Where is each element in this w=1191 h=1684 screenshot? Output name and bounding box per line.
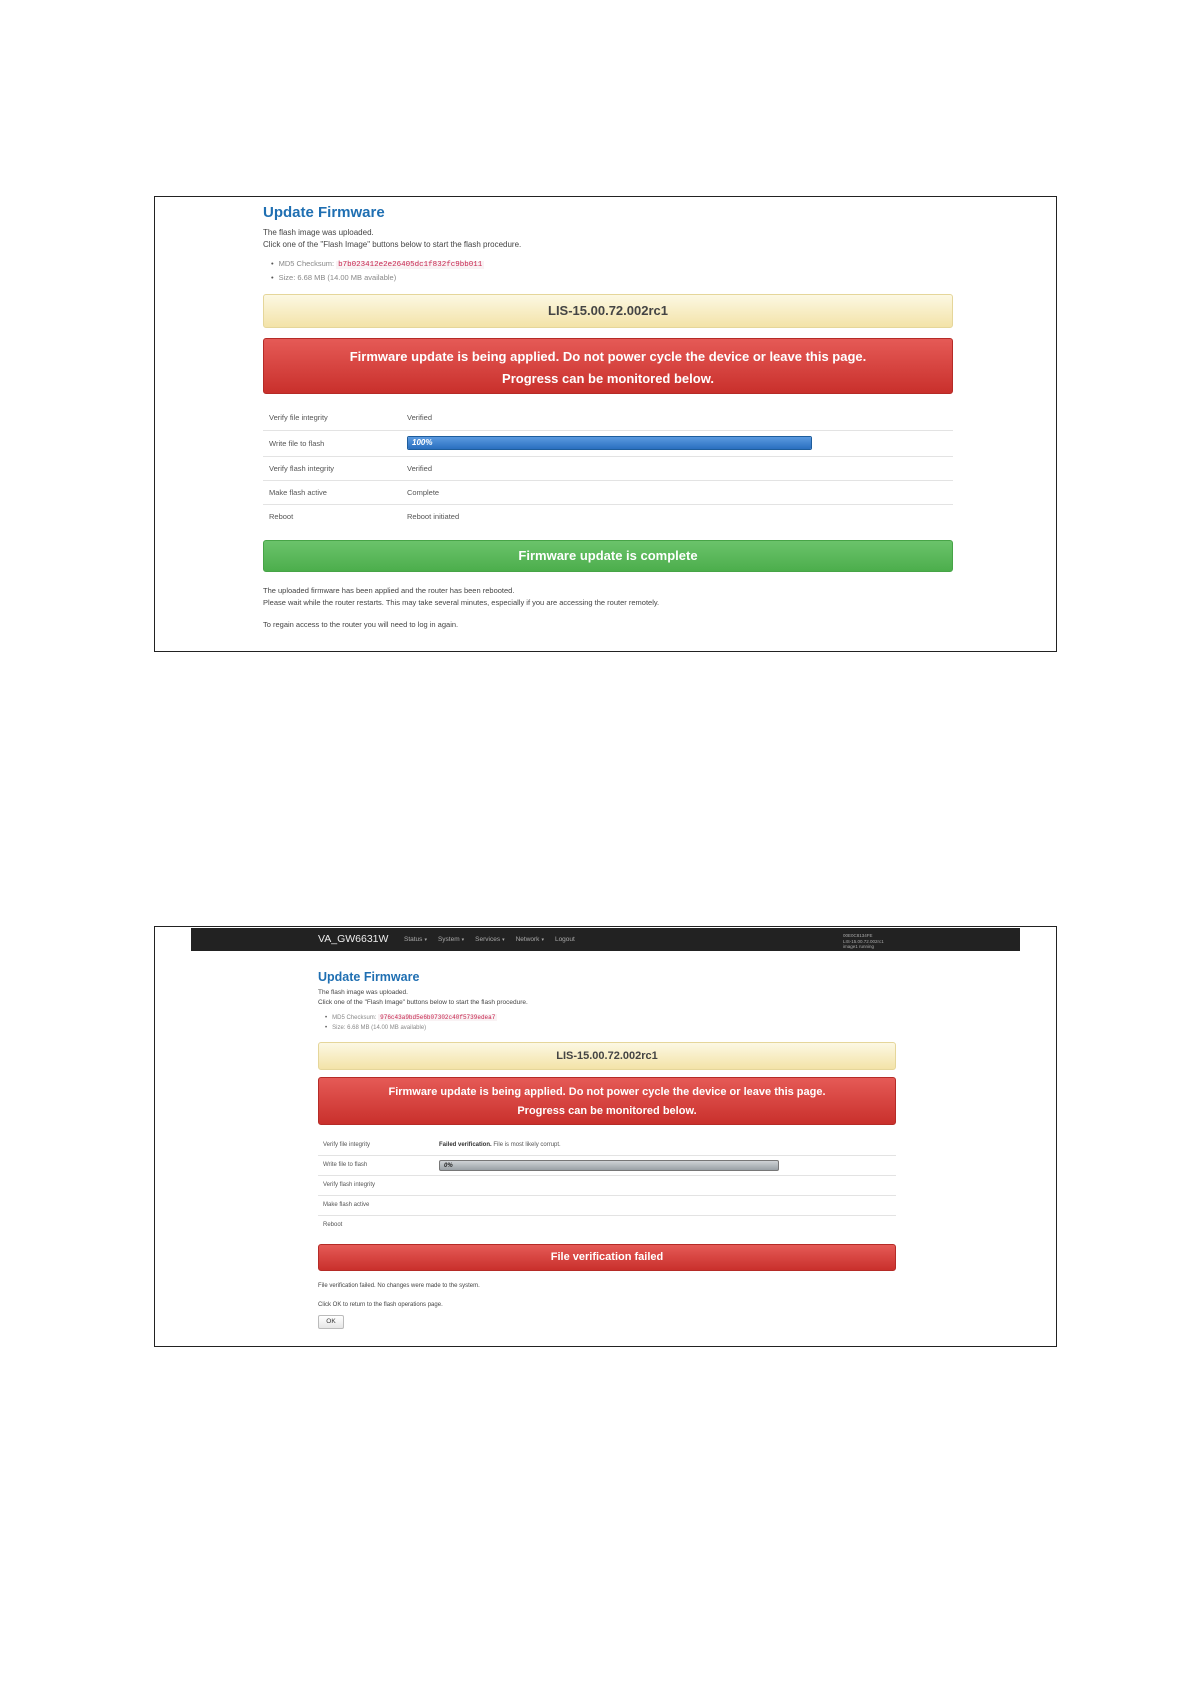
size-item: • Size: 6.68 MB (14.00 MB available) [271, 272, 953, 284]
intro-line: Click one of the "Flash Image" buttons below to start the flash procedure. [318, 999, 528, 1006]
device-serial: 00E0C8134FE [843, 933, 873, 938]
step-status: Verified [401, 456, 953, 480]
brand-link[interactable]: VA_GW6631W [318, 933, 389, 945]
screenshot-firmware-update-failed [154, 926, 1057, 1347]
step-label: Verify file integrity [269, 413, 328, 423]
step-label: Verify flash integrity [263, 456, 401, 480]
result-line: Click OK to return to the flash operations page. [318, 1302, 443, 1308]
table-row [263, 430, 953, 456]
step-label: Verify file integrity [323, 1141, 371, 1148]
ok-button[interactable]: OK [318, 1315, 344, 1329]
result-line: Please wait while the router restarts. This may take several minutes, especially if you are accessing the router remotely. [263, 597, 660, 607]
warning-line: Progress can be monitored below. [517, 1105, 697, 1117]
step-label: Make flash active [318, 1195, 434, 1215]
progress-fill [408, 437, 811, 449]
intro-line: The flash image was uploaded. [318, 989, 408, 996]
image-info-list [325, 1013, 896, 1033]
table-row [263, 480, 953, 504]
nav-status[interactable] [404, 928, 427, 951]
caret-down-icon: ▾ [502, 937, 505, 943]
update-firmware-panel [318, 963, 896, 1329]
update-firmware-panel [263, 197, 953, 631]
md5-label: MD5 Checksum: [332, 1015, 377, 1021]
step-label: Write file to flash [318, 1155, 434, 1175]
table-row [263, 456, 953, 480]
nav-system[interactable] [438, 928, 464, 951]
step-status [434, 1155, 896, 1175]
intro-line: Click one of the "Flash Image" buttons below to start the flash procedure. [263, 240, 522, 249]
version-banner: LIS-15.00.72.002rc1 [318, 1042, 896, 1070]
version-banner: LIS-15.00.72.002rc1 [263, 294, 953, 328]
table-row [318, 1175, 896, 1195]
step-label: Reboot [318, 1215, 434, 1235]
caret-down-icon: ▾ [461, 937, 465, 943]
nav-label: System [437, 936, 460, 943]
status-detail: File is most likely corrupt. [493, 1141, 561, 1148]
step-status [434, 1195, 896, 1215]
table-row [318, 1155, 896, 1175]
progress-text: 0% [444, 1162, 453, 1169]
caret-down-icon: ▾ [424, 937, 427, 943]
step-label: Verify flash integrity [318, 1175, 434, 1195]
result-message [318, 1281, 896, 1310]
table-row [318, 1135, 896, 1155]
device-info [843, 933, 884, 950]
flash-progress-bar [407, 436, 812, 450]
md5-value: 976c43a9bd5e6b07302c40f5739edea7 [380, 1014, 496, 1021]
nav-label: Network [515, 936, 540, 943]
nav-network[interactable] [516, 928, 544, 951]
md5-item [325, 1013, 896, 1024]
nav-label: Services [475, 936, 501, 943]
nav-label: Status [404, 936, 423, 943]
step-status: Complete [401, 480, 953, 504]
result-line: File verification failed. No changes were made to the system. [318, 1283, 480, 1289]
table-row [318, 1195, 896, 1215]
step-status: Reboot initiated [401, 504, 953, 528]
step-label: Write file to flash [263, 430, 401, 456]
page-title: Update Firmware [318, 970, 420, 984]
table-row [318, 1215, 896, 1235]
image-info-list [271, 258, 953, 283]
page-title: Update Firmware [263, 204, 385, 221]
flash-progress-bar [439, 1160, 779, 1171]
result-message [263, 585, 953, 631]
warning-banner [318, 1077, 896, 1125]
top-navbar [191, 928, 1020, 951]
md5-label: MD5 Checksum: [278, 259, 335, 268]
device-image: image1 running [843, 944, 875, 949]
warning-line: Progress can be monitored below. [502, 371, 714, 386]
step-status: Verified [407, 413, 433, 423]
warning-line: Firmware update is being applied. Do not power cycle the device or leave this page. [388, 1086, 826, 1098]
nav-logout[interactable]: Logout [554, 936, 575, 943]
step-label: Reboot [263, 504, 401, 528]
result-line: The uploaded firmware has been applied and the router has been rebooted. [263, 586, 515, 595]
warning-line: Firmware update is being applied. Do not power cycle the device or leave this page. [349, 349, 867, 364]
progress-steps-table [263, 406, 953, 528]
step-label: Make flash active [263, 480, 401, 504]
progress-text: 100% [412, 438, 433, 447]
intro-line: The flash image was uploaded. [263, 228, 374, 237]
step-status [434, 1135, 896, 1155]
nav-menu [404, 928, 586, 951]
device-firmware: LIS-15.00.72.002rc1 [843, 938, 884, 944]
caret-down-icon: ▾ [541, 937, 544, 943]
size-item: • Size: 6.68 MB (14.00 MB available) [325, 1024, 896, 1034]
screenshot-firmware-update-success [154, 196, 1057, 652]
step-status [401, 430, 953, 456]
result-line: To regain access to the router you will need to log in again. [263, 620, 459, 629]
nav-services[interactable] [475, 928, 504, 951]
warning-banner [263, 338, 953, 394]
progress-steps-table [318, 1135, 896, 1235]
md5-item [271, 258, 953, 272]
table-row [263, 406, 953, 430]
success-banner: Firmware update is complete [263, 540, 953, 572]
md5-value: b7b023412e2e26405dc1f832fc9bb011 [338, 261, 483, 269]
step-status [434, 1215, 896, 1235]
failure-banner: File verification failed [318, 1244, 896, 1271]
status-strong: Failed verification. [439, 1141, 492, 1148]
table-row [263, 504, 953, 528]
step-status [434, 1175, 896, 1195]
